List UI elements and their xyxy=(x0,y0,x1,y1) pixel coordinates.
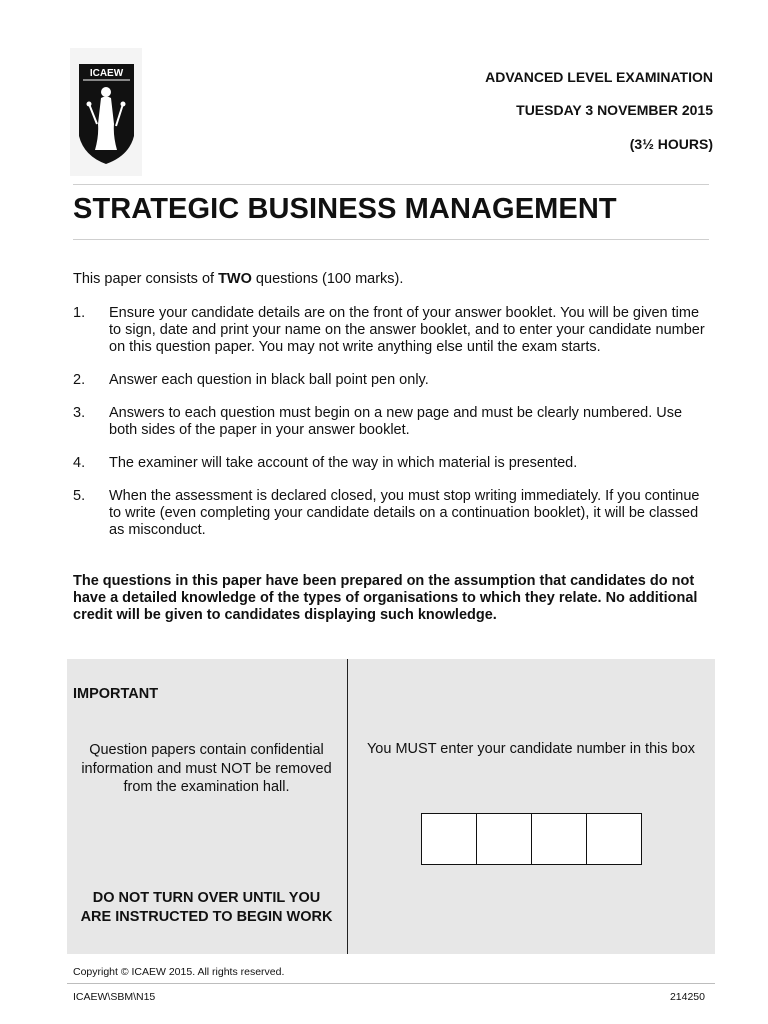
intro-after: questions (100 marks). xyxy=(251,271,404,287)
intro-before: This paper consists of xyxy=(73,271,219,287)
instruction-text: Ensure your candidate details are on the front of your answer booklet. You will be given time to sign, date and print your name on the answer booklet, and to enter your candidate number on this question paper. You may not write anything else until the exam starts. xyxy=(109,305,705,355)
paper-title: STRATEGIC BUSINESS MANAGEMENT xyxy=(73,193,617,225)
do-not-turn-notice: DO NOT TURN OVER UNTIL YOU ARE INSTRUCTED TO BEGIN WORK xyxy=(80,890,333,925)
instruction-text: When the assessment is declared closed, you must stop writing immediately. If you continue to write (even completing your candidate details on a continuation booklet), it will be classed as misconduct. xyxy=(109,488,700,538)
box-divider xyxy=(347,659,348,954)
instruction-number: 1. xyxy=(73,305,86,321)
exam-date: TUESDAY 3 NOVEMBER 2015 xyxy=(516,102,713,118)
title-bottom-rule xyxy=(73,239,709,240)
important-box xyxy=(67,659,715,954)
important-heading: IMPORTANT xyxy=(73,686,159,702)
instruction-number: 3. xyxy=(73,405,86,421)
instruction-text: The examiner will take account of the way in which material is presented. xyxy=(109,455,578,471)
exam-duration: (3½ HOURS) xyxy=(629,136,713,152)
exam-level: ADVANCED LEVEL EXAMINATION xyxy=(485,69,713,85)
paper-reference: 214250 xyxy=(669,991,705,1003)
candidate-number-cell[interactable] xyxy=(532,814,587,864)
logo-text: ICAEW xyxy=(89,68,124,79)
instruction-text: Answers to each question must begin on a new page and must be clearly numbered. Use both sides of the paper in your answer booklet. xyxy=(109,405,683,438)
instruction-text: Answer each question in black ball point pen only. xyxy=(109,372,429,388)
instruction-item xyxy=(73,405,713,439)
candidate-number-cell[interactable] xyxy=(477,814,532,864)
instruction-number: 4. xyxy=(73,455,86,471)
candidate-number-cell[interactable] xyxy=(422,814,477,864)
candidate-number-prompt: You MUST enter your candidate number in this box xyxy=(366,741,696,757)
intro-question-count: TWO xyxy=(218,271,252,287)
icaew-logo xyxy=(70,48,142,176)
copyright-notice: Copyright © ICAEW 2015. All rights reserved. xyxy=(73,966,285,978)
paper-intro xyxy=(73,271,403,287)
candidate-number-cell[interactable] xyxy=(587,814,641,864)
instruction-item xyxy=(73,488,713,539)
confidential-notice: Question papers contain confidential information and must NOT be removed from the examination hall. xyxy=(81,742,332,795)
instruction-item xyxy=(73,372,713,389)
assumption-notice: The questions in this paper have been prepared on the assumption that candidates do not have a detailed knowledge of the types of organisations to which they relate. No additional credit will be given to candidates displaying such knowledge. xyxy=(73,573,698,623)
instruction-item xyxy=(73,305,713,356)
instructions-list xyxy=(73,305,713,555)
instruction-number: 2. xyxy=(73,372,86,388)
icaew-shield-icon xyxy=(79,64,134,166)
instruction-number: 5. xyxy=(73,488,86,504)
paper-code: ICAEW\SBM\N15 xyxy=(73,991,156,1003)
footer-rule xyxy=(67,983,715,984)
candidate-number-box xyxy=(421,813,642,865)
title-top-rule xyxy=(73,184,709,185)
instruction-item xyxy=(73,455,713,472)
